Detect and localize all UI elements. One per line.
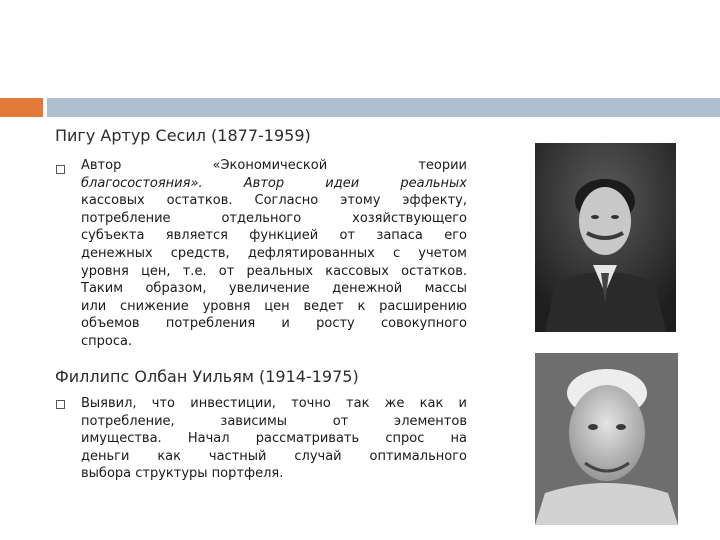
text-line: кассовых остатков. Согласно этому эффекту, [81, 193, 467, 209]
bullet-square-icon [56, 400, 65, 409]
section-heading-pigou: Пигу Артур Сесил (1877-1959) [55, 126, 311, 145]
paragraph-pigou [81, 157, 467, 351]
text-line: Автор «Экономической теории [81, 158, 467, 173]
text-line: денежных средств, дефлятированных с учетом [81, 245, 467, 261]
portrait-phillips-image [535, 353, 678, 525]
section-heading-phillips: Филлипс Олбан Уильям (1914-1975) [55, 367, 359, 386]
text-line: имущества. Начал рассматривать спрос на [81, 431, 467, 447]
paragraph-phillips [81, 395, 467, 483]
header-accent-orange [0, 98, 43, 117]
text-line: или снижение уровня цен ведет к расширению [81, 298, 467, 314]
text-line: спроса. [81, 333, 133, 349]
text-line: Таким образом, увеличение денежной массы [81, 281, 467, 297]
header-accent-bar [47, 98, 720, 117]
text-line: деньги как частный случай оптимального [81, 448, 467, 464]
portrait-pigou-image [535, 143, 676, 332]
text-line: объемов потребления и росту совокупного [81, 316, 467, 332]
text-line: субъекта является функцией от запаса его [81, 228, 467, 244]
text-line: уровня цен, т.е. от реальных кассовых остатков. [81, 263, 467, 279]
bullet-square-icon [56, 165, 65, 174]
text-line: выбора структуры портфеля. [81, 466, 284, 482]
text-line: благосостояния». Автор идеи реальных [81, 175, 467, 191]
text-line: потребление отдельного хозяйствующего [81, 210, 467, 226]
text-line: потребление, зависимы от элементов [81, 413, 467, 429]
text-line: Выявил, что инвестиции, точно так же как и [81, 396, 467, 411]
